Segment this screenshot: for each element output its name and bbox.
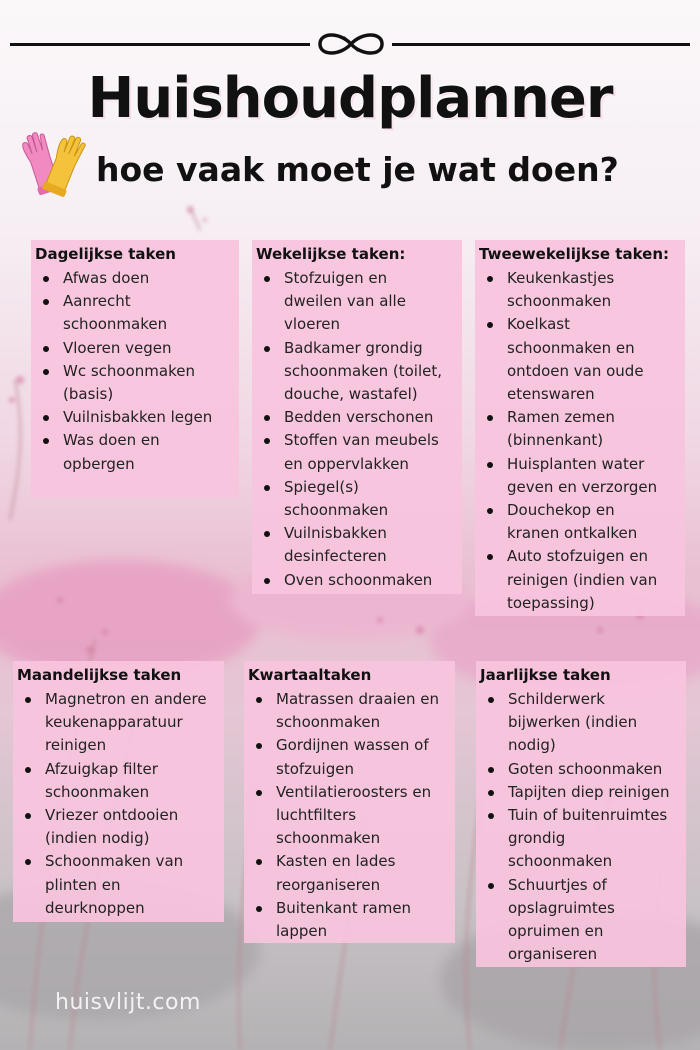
card-yearly-tasks [476,661,686,967]
task-list [479,267,681,615]
page-subtitle: hoe vaak moet je wat doen? [96,150,619,189]
card-title: Maandelijkse taken [17,666,182,684]
ornament-line-right [392,43,690,46]
task-item: Afwas doen [35,267,235,290]
task-item: Bedden verschonen [256,406,458,429]
card-biweekly-tasks [475,240,685,616]
task-item: Huisplanten water geven en verzorgen [479,453,681,499]
task-item: Spiegel(s) schoonmaken [256,476,458,522]
task-item: Buitenkant ramen lappen [248,897,451,943]
task-item: Afzuigkap filter schoonmaken [17,758,220,804]
card-title: Jaarlijkse taken [480,666,611,684]
task-item: Vuilnisbakken legen [35,406,235,429]
task-item: Schuurtjes of opslagruimtes opruimen en organiseren [480,874,682,967]
website-watermark: huisvlijt.com [55,990,201,1015]
task-item: Vriezer ontdooien (indien nodig) [17,804,220,850]
task-item: Douchekop en kranen ontkalken [479,499,681,545]
task-item: Schoonmaken van plinten en deurknoppen [17,850,220,920]
task-item: Aanrecht schoonmaken [35,290,235,336]
task-item: Wc schoonmaken (basis) [35,360,235,406]
task-item: Oven schoonmaken [256,569,458,592]
task-item: Matrassen draaien en schoonmaken [248,688,451,734]
task-item: Vloeren vegen [35,337,235,360]
cleaning-gloves-icon [22,128,88,198]
card-monthly-tasks [13,661,224,922]
task-item: Schilderwerk bijwerken (indien nodig) [480,688,682,758]
task-item: Tuin of buitenruimtes grondig schoonmaken [480,804,682,874]
task-item: Badkamer grondig schoonmaken (toilet, douche, wastafel) [256,337,458,407]
card-title: Wekelijkse taken: [256,245,406,263]
task-item: Ventilatieroosters en luchtfilters schoonmaken [248,781,451,851]
task-item: Gordijnen wassen of stofzuigen [248,734,451,780]
card-quarterly-tasks [244,661,455,943]
task-list [248,688,451,943]
task-item: Tapijten diep reinigen [480,781,682,804]
task-item: Keukenkastjes schoonmaken [479,267,681,313]
task-item: Koelkast schoonmaken en ontdoen van oude etenswaren [479,313,681,406]
page-title: Huishoudplanner [87,66,613,131]
task-item: Vuilnisbakken desinfecteren [256,522,458,568]
task-item: Was doen en opbergen [35,429,235,475]
card-weekly-tasks [252,240,462,594]
task-list [17,688,220,920]
task-item: Ramen zemen (binnenkant) [479,406,681,452]
task-item: Kasten en lades reorganiseren [248,850,451,896]
task-item: Stofzuigen en dweilen van alle vloeren [256,267,458,337]
card-title: Kwartaaltaken [248,666,372,684]
ornament-line-left [10,43,310,46]
task-list [35,267,235,476]
task-item: Magnetron en andere keukenapparatuur reinigen [17,688,220,758]
card-title: Dagelijkse taken [35,245,176,263]
card-title: Tweewekelijkse taken: [479,245,670,263]
task-item: Stoffen van meubels en oppervlakken [256,429,458,475]
task-list [480,688,682,966]
task-item: Auto stofzuigen en reinigen (indien van toepassing) [479,545,681,615]
card-daily-tasks [31,240,239,498]
ornament-knot-icon [314,28,388,60]
task-item: Goten schoonmaken [480,758,682,781]
task-list [256,267,458,592]
